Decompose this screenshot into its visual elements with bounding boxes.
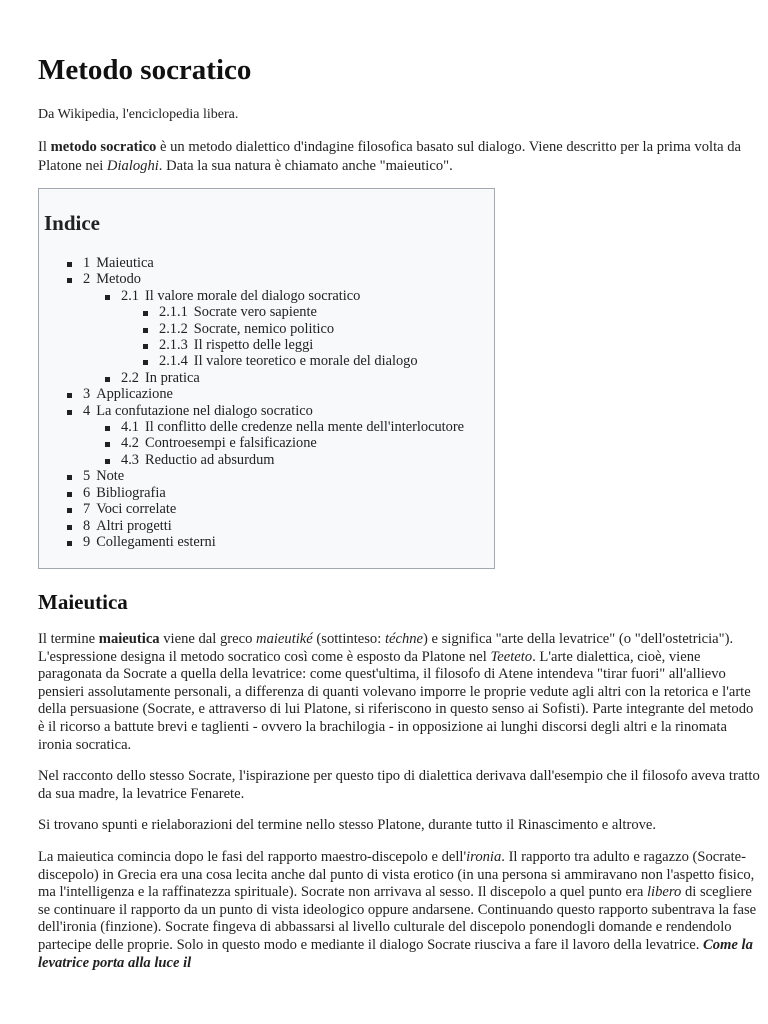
table-of-contents	[38, 188, 495, 569]
toc-item[interactable]: 4.1 Il conflitto delle credenze nella mente dell'interlocutore	[105, 419, 464, 435]
tagline: Da Wikipedia, l'enciclopedia libera.	[38, 107, 239, 122]
intro-paragraph	[38, 138, 762, 175]
toc-item[interactable]: 6 Bibliografia	[67, 485, 464, 501]
intro-link-dialoghi[interactable]: Dialoghi	[106, 157, 159, 174]
toc-item[interactable]: 2.1 Il valore morale del dialogo socratico 2.1.1 Socrate vero sapiente 2.1.2 Socrate, nemico politico 2.1.3 Il rispetto delle leggi 2.1.4 Il valore teoretico e morale del dialogo	[105, 288, 464, 370]
section-heading-maieutica: Maieutica	[38, 590, 128, 614]
toc-item[interactable]: 3 Applicazione	[67, 386, 464, 402]
toc-item[interactable]: 2.1.3 Il rispetto delle leggi	[143, 337, 464, 353]
toc-item[interactable]: 5 Note	[67, 468, 464, 484]
toc-item[interactable]: 7 Voci correlate	[67, 501, 464, 517]
toc-item[interactable]: 4.2 Controesempi e falsificazione	[105, 435, 464, 451]
toc-sublist	[143, 304, 464, 370]
paragraph: Si trovano spunti e rielaborazioni del termine nello stesso Platone, durante tutto il Rinascimento e altrove.	[38, 817, 657, 834]
toc-item[interactable]: 2 Metodo 2.1 Il valore morale del dialogo socratico 2.1.1 Socrate vero sapiente 2.1.2 Socrate, nemico politico 2.1.3 Il rispetto delle leggi 2.1.4 Il valore teoretico e morale del dialogo 2.2 In pratica	[67, 271, 464, 386]
toc-item[interactable]: 2.1.1 Socrate vero sapiente	[143, 304, 464, 320]
paragraph: Il termine maieutica viene dal greco maieutiké (sottinteso: téchne) e significa "arte della levatrice" (o "dell'ostetricia"). L'espressione designa il metodo socratico così come è esposto da Platone nel Teeteto. L'arte dialettica, cioè, viene paragonata da Socrate a quella della levatrice: come quest'ultima, il filosofo di Atene intendeva "tirar fuori" all'allievo pensieri assolutamente personali, a differenza di quanti volevano imporre le proprie vedute agli altri con la retorica e l'arte della persuasione (Socrate, e attraverso di lui Platone, si riferiscono in questo senso ai Sofisti). Parte integrante del metodo è il ricorso a battute brevi e taglienti - ovvero la brachilogia - in opposizione ai lunghi discorsi degli altri e la rinomata ironia socratica.	[38, 631, 754, 753]
toc-item[interactable]: 2.2 In pratica	[105, 370, 464, 386]
intro-bold-term: metodo socratico	[50, 139, 157, 155]
toc-item[interactable]: 1 Maieutica	[67, 255, 464, 271]
toc-sublist	[105, 288, 464, 386]
intro-text: . Data la sua natura è chiamato anche "maieutico".	[158, 157, 453, 174]
intro-text: è un metodo dialettico d'indagine filosofica basato sul dialogo. Viene descritto per la prima volta da Platone nei	[38, 139, 742, 174]
toc-item[interactable]: 9 Collegamenti esterni	[67, 534, 464, 550]
toc-title: Indice	[44, 211, 101, 235]
toc-sublist	[105, 419, 464, 468]
paragraph: La maieutica comincia dopo le fasi del rapporto maestro-discepolo e dell'ironia. Il rapporto tra adulto e ragazzo (Socrate-discepolo) in Grecia era una cosa lecita anche dal punto di vista erotico (in una persona si ammiravano non l'aspetto fisico, ma l'intelligenza e la raffinatezza spirituale). Socrate non arrivava al sesso. Il discepolo a quel punto era libero di scegliere se continuare il rapporto da un punto di vista ideologico oppure andarsene. Continuando questo rapporto subentrava la fase dell'ironia (finzione). Socrate fingeva di abbassarsi al livello culturale del discepolo ponendogli domande e rendendolo partecipe delle proprie. Solo in questo modo e mediante il dialogo Socrate riusciva a fare il lavoro della levatrice. Come la levatrice porta alla luce il	[38, 848, 757, 971]
toc-item[interactable]: 4 La confutazione nel dialogo socratico 4.1 Il conflitto delle credenze nella mente dell'interlocutore 4.2 Controesempi e falsificazione 4.3 Reductio ad absurdum	[67, 403, 464, 469]
link-teeteto[interactable]: Teeteto	[490, 648, 533, 665]
toc-item[interactable]: 8 Altri progetti	[67, 518, 464, 534]
paragraph: Nel racconto dello stesso Socrate, l'ispirazione per questo tipo di dialettica derivava dall'esempio che il filosofo aveva tratto da sua madre, la levatrice Fenarete.	[38, 768, 760, 802]
toc-item[interactable]: 2.1.2 Socrate, nemico politico	[143, 321, 464, 337]
intro-text: Il	[38, 139, 51, 155]
page-title: Metodo socratico	[38, 54, 252, 86]
toc-item[interactable]: 4.3 Reductio ad absurdum	[105, 452, 464, 468]
toc-list	[67, 255, 464, 550]
toc-item[interactable]: 2.1.4 Il valore teoretico e morale del dialogo	[143, 353, 464, 369]
section-body	[38, 631, 762, 986]
